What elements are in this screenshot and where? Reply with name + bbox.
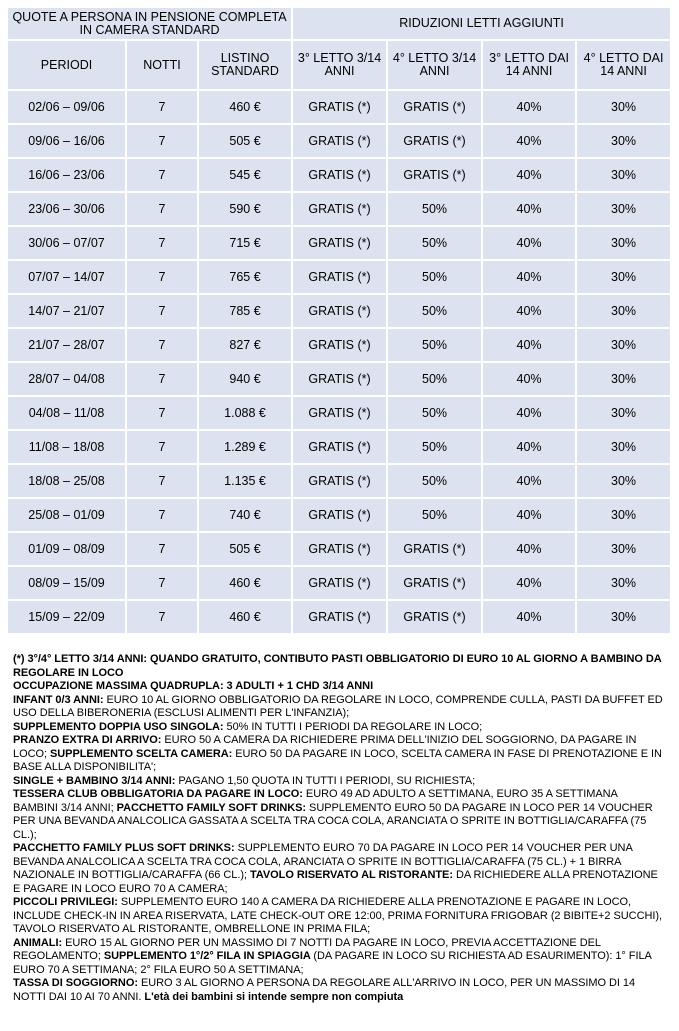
table-row [8,363,670,395]
column-header-nights: NOTTI [127,41,197,89]
note-text: 50% IN TUTTI I PERIODI DA REGOLARE IN LOCO; [226,720,483,733]
period-cell: 25/08 – 01/09 [8,499,125,531]
note-text: DA RICHIEDERE ALLA PRENOTAZIONE E PAGARE IN LOCO EURO 70 A CAMERA; [13,869,658,895]
table-row [8,465,670,497]
period-cell: 16/06 – 23/06 [8,159,125,191]
group-header-rates: QUOTE A PERSONA IN PENSIONE COMPLETA IN CAMERA STANDARD [8,8,291,39]
fourth-bed-child-cell: 50% [388,363,481,395]
fourth-bed-adult-cell: 30% [577,363,670,395]
note-text: PAGANO 1,50 QUOTA IN TUTTI I PERIODI, SU RICHIESTA; [178,774,476,787]
third-bed-child-cell: GRATIS (*) [293,91,386,123]
note-label: SINGLE + BAMBINO 3/14 ANNI: [13,774,179,787]
third-bed-adult-cell: 40% [483,91,575,123]
nights-cell: 7 [127,499,197,531]
nights-cell: 7 [127,295,197,327]
fourth-bed-adult-cell: 30% [577,601,670,633]
note-text: EURO 50 DA PAGARE IN LOCO, SCELTA CAMERA IN FASE DI PRENOTAZIONE E IN BASE ALLA DISPONIBILITA'; [13,747,662,773]
table-body [8,91,670,633]
third-bed-child-cell: GRATIS (*) [293,125,386,157]
column-header-4th-bed-14plus: 4° LETTO DAI 14 ANNI [577,41,670,89]
price-cell: 460 € [199,601,291,633]
nights-cell: 7 [127,91,197,123]
third-bed-child-cell: GRATIS (*) [293,227,386,259]
table-row [8,533,670,565]
note-text: EURO 10 AL GIORNO OBBLIGATORIO DA REGOLARE IN LOCO, COMPRENDE CULLA, PASTI DA BUFFET ED USO DELLA BIBERONERIA (ESCLUSI ALIMENTI PER L'INFANZIA); [13,693,663,719]
third-bed-child-cell: GRATIS (*) [293,261,386,293]
period-cell: 21/07 – 28/07 [8,329,125,361]
note-label: SUPPLEMENTO 1°/2° FILA IN SPIAGGIA [103,950,314,962]
note-paragraph [13,896,665,937]
price-cell: 1.135 € [199,465,291,497]
table-row [8,431,670,463]
third-bed-adult-cell: 40% [483,125,575,157]
note-text: EURO 3 AL GIORNO A PERSONA DA REGOLARE ALL'ARRIVO IN LOCO, PER UN MASSIMO DI 14 NOTTI DAI 10 AI 70 ANNI. [13,977,636,1003]
note-paragraph [13,977,665,1004]
table-row [8,91,670,123]
fourth-bed-adult-cell: 30% [577,193,670,225]
note-label: PACCHETTO FAMILY PLUS SOFT DRINKS: [13,842,238,854]
period-cell: 04/08 – 11/08 [8,397,125,429]
fourth-bed-child-cell: 50% [388,431,481,463]
group-header-row [8,8,670,39]
table-row [8,295,670,327]
fourth-bed-child-cell: 50% [388,499,481,531]
period-cell: 15/09 – 22/09 [8,601,125,633]
fourth-bed-child-cell: 50% [388,193,481,225]
third-bed-adult-cell: 40% [483,601,575,633]
price-cell: 715 € [199,227,291,259]
price-cell: 785 € [199,295,291,327]
note-text: EURO 15 AL GIORNO PER UN MASSIMO DI 7 NOTTI DA PAGARE IN LOCO, PREVIA ACCETTAZIONE DEL REGOLAMENTO; [13,936,601,962]
third-bed-child-cell: GRATIS (*) [293,431,386,463]
table-row [8,329,670,361]
price-cell: 460 € [199,91,291,123]
fourth-bed-adult-cell: 30% [577,431,670,463]
table-row [8,397,670,429]
fourth-bed-adult-cell: 30% [577,329,670,361]
nights-cell: 7 [127,363,197,395]
note-paragraph [13,721,665,735]
table-row [8,125,670,157]
third-bed-child-cell: GRATIS (*) [293,363,386,395]
period-cell: 07/07 – 14/07 [8,261,125,293]
fourth-bed-adult-cell: 30% [577,465,670,497]
table-row [8,567,670,599]
fourth-bed-child-cell: GRATIS (*) [388,567,481,599]
fourth-bed-adult-cell: 30% [577,295,670,327]
fourth-bed-adult-cell: 30% [577,159,670,191]
fourth-bed-adult-cell: 30% [577,227,670,259]
nights-cell: 7 [127,193,197,225]
fourth-bed-child-cell: 50% [388,295,481,327]
price-cell: 590 € [199,193,291,225]
fourth-bed-child-cell: 50% [388,329,481,361]
note-label: TAVOLO RISERVATO AL RISTORANTE: [249,869,456,881]
third-bed-child-cell: GRATIS (*) [293,601,386,633]
table-row [8,499,670,531]
price-cell: 1.289 € [199,431,291,463]
note-label: PRANZO EXTRA DI ARRIVO: [13,734,165,746]
table-row [8,601,670,633]
table-row [8,227,670,259]
fourth-bed-adult-cell: 30% [577,499,670,531]
nights-cell: 7 [127,159,197,191]
fourth-bed-child-cell: GRATIS (*) [388,533,481,565]
nights-cell: 7 [127,431,197,463]
third-bed-adult-cell: 40% [483,397,575,429]
price-cell: 740 € [199,499,291,531]
note-label: TASSA DI SOGGIORNO: [13,977,141,989]
note-label: SUPPLEMENTO DOPPIA USO SINGOLA: [13,720,227,733]
fourth-bed-adult-cell: 30% [577,397,670,429]
fourth-bed-child-cell: 50% [388,227,481,259]
third-bed-adult-cell: 40% [483,159,575,191]
nights-cell: 7 [127,567,197,599]
note-paragraph [13,937,665,978]
nights-cell: 7 [127,465,197,497]
table-row [8,193,670,225]
note-paragraph [13,734,665,775]
note-label: INFANT 0/3 ANNI: [13,693,107,706]
column-header-4th-bed-3-14: 4° LETTO 3/14 ANNI [388,41,481,89]
third-bed-child-cell: GRATIS (*) [293,533,386,565]
period-cell: 30/06 – 07/07 [8,227,125,259]
column-header-row [8,41,670,89]
note-label: TESSERA CLUB OBBLIGATORIA DA PAGARE IN LOCO: [13,788,306,800]
fourth-bed-child-cell: GRATIS (*) [388,91,481,123]
price-cell: 505 € [199,533,291,565]
note-paragraph [13,775,665,789]
third-bed-adult-cell: 40% [483,329,575,361]
nights-cell: 7 [127,601,197,633]
column-header-3rd-bed-14plus: 3° LETTO DAI 14 ANNI [483,41,575,89]
period-cell: 23/06 – 30/06 [8,193,125,225]
third-bed-adult-cell: 40% [483,261,575,293]
third-bed-adult-cell: 40% [483,295,575,327]
fourth-bed-child-cell: GRATIS (*) [388,159,481,191]
period-cell: 08/09 – 15/09 [8,567,125,599]
fourth-bed-adult-cell: 30% [577,533,670,565]
table-row [8,261,670,293]
third-bed-adult-cell: 40% [483,567,575,599]
fourth-bed-adult-cell: 30% [577,91,670,123]
price-cell: 827 € [199,329,291,361]
nights-cell: 7 [127,261,197,293]
price-cell: 460 € [199,567,291,599]
price-cell: 1.088 € [199,397,291,429]
third-bed-child-cell: GRATIS (*) [293,193,386,225]
price-cell: 940 € [199,363,291,395]
third-bed-adult-cell: 40% [483,465,575,497]
column-header-3rd-bed-3-14: 3° LETTO 3/14 ANNI [293,41,386,89]
note-paragraph [13,788,665,842]
third-bed-adult-cell: 40% [483,193,575,225]
price-cell: 505 € [199,125,291,157]
note-label: SUPPLEMENTO SCELTA CAMERA: [50,747,236,760]
column-header-standard-price: LISTINO STANDARD [199,41,291,89]
period-cell: 18/08 – 25/08 [8,465,125,497]
nights-cell: 7 [127,533,197,565]
third-bed-child-cell: GRATIS (*) [293,295,386,327]
period-cell: 01/09 – 08/09 [8,533,125,565]
third-bed-adult-cell: 40% [483,533,575,565]
nights-cell: 7 [127,329,197,361]
period-cell: 02/06 – 09/06 [8,91,125,123]
nights-cell: 7 [127,227,197,259]
note-text: SUPPLEMENTO EURO 70 DA PAGARE IN LOCO PER 14 VOUCHER PER UNA BEVANDA ANALCOLICA A SCELTA TRA COCA COLA, ARANCIATA O SPRITE IN BOTTIGLIA/CARAFFA (75 CL.) + 1 BIRRA NAZIONALE IN BOTTIGLIA/CARAFFA (66 CL.); [13,842,633,881]
third-bed-child-cell: GRATIS (*) [293,465,386,497]
column-header-periods: PERIODI [8,41,125,89]
fourth-bed-child-cell: GRATIS (*) [388,601,481,633]
third-bed-child-cell: GRATIS (*) [293,159,386,191]
note-label: ANIMALI: [13,936,66,949]
note-label: OCCUPAZIONE MASSIMA QUADRUPLA: 3 ADULTI + 1 CHD 3/14 ANNI [13,680,374,692]
nights-cell: 7 [127,125,197,157]
third-bed-adult-cell: 40% [483,227,575,259]
third-bed-child-cell: GRATIS (*) [293,499,386,531]
fourth-bed-child-cell: 50% [388,261,481,293]
note-label: PACCHETTO FAMILY SOFT DRINKS: [116,801,310,814]
note-label: PICCOLI PRIVILEGI: [13,896,121,908]
third-bed-child-cell: GRATIS (*) [293,397,386,429]
note-paragraph [13,653,665,680]
price-table [6,6,672,635]
price-cell: 765 € [199,261,291,293]
period-cell: 09/06 – 16/06 [8,125,125,157]
fourth-bed-child-cell: GRATIS (*) [388,125,481,157]
nights-cell: 7 [127,397,197,429]
fourth-bed-adult-cell: 30% [577,261,670,293]
third-bed-child-cell: GRATIS (*) [293,567,386,599]
fourth-bed-adult-cell: 30% [577,125,670,157]
price-cell: 545 € [199,159,291,191]
note-text: (DA PAGARE IN LOCO SU RICHIESTA AD ESAURIMENTO): 1° FILA EURO 70 A SETTIMANA; 2° FILA EURO 50 A SETTIMANA; [13,950,652,976]
fourth-bed-child-cell: 50% [388,397,481,429]
note-paragraph [13,680,665,694]
table-row [8,159,670,191]
note-paragraph [13,842,665,896]
period-cell: 14/07 – 21/07 [8,295,125,327]
period-cell: 11/08 – 18/08 [8,431,125,463]
fourth-bed-adult-cell: 30% [577,567,670,599]
note-text: EURO 49 AD ADULTO A SETTIMANA, EURO 35 A SETTIMANA BAMBINI 3/14 ANNI; [13,788,618,814]
third-bed-adult-cell: 40% [483,499,575,531]
third-bed-child-cell: GRATIS (*) [293,329,386,361]
note-text: EURO 50 A CAMERA DA RICHIEDERE PRIMA DELL'INIZIO DEL SOGGIORNO, DA PAGARE IN LOCO; [13,734,637,760]
fourth-bed-child-cell: 50% [388,465,481,497]
notes-section [13,653,665,1004]
note-text: SUPPLEMENTO EURO 140 A CAMERA DA RICHIEDERE ALLA PRENOTAZIONE E PAGARE IN LOCO, INCLUDE CHECK-IN IN AREA RISERVATA, LATE CHECK-OUT ORE 12:00, PRIMA FORNITURA FRIGOBAR (2 BIBITE+2 SUCCHI), TAVOLO RISERVATO AL RISTORANTE, OMBRELLONE IN PRIMA FILA; [13,896,662,935]
note-label: L'età dei bambini si intende sempre non compiuta [144,990,404,1003]
period-cell: 28/07 – 04/08 [8,363,125,395]
third-bed-adult-cell: 40% [483,431,575,463]
third-bed-adult-cell: 40% [483,363,575,395]
group-header-reductions: RIDUZIONI LETTI AGGIUNTI [293,8,670,39]
note-text: SUPPLEMENTO EURO 50 DA PAGARE IN LOCO PER 14 VOUCHER PER UNA BEVANDA ANALCOLICA GASSATA A SCELTA TRA COCA COLA, ARANCIATA O SPRITE IN BOTTIGLIA/CARAFFA (75 CL.); [13,801,653,841]
note-paragraph [13,694,665,721]
note-label: (*) 3°/4° LETTO 3/14 ANNI: QUANDO GRATUITO, CONTIBUTO PASTI OBBLIGATORIO DI EURO 10 AL GIORNO A BAMBINO DA REGOLARE IN LOCO [13,653,662,679]
